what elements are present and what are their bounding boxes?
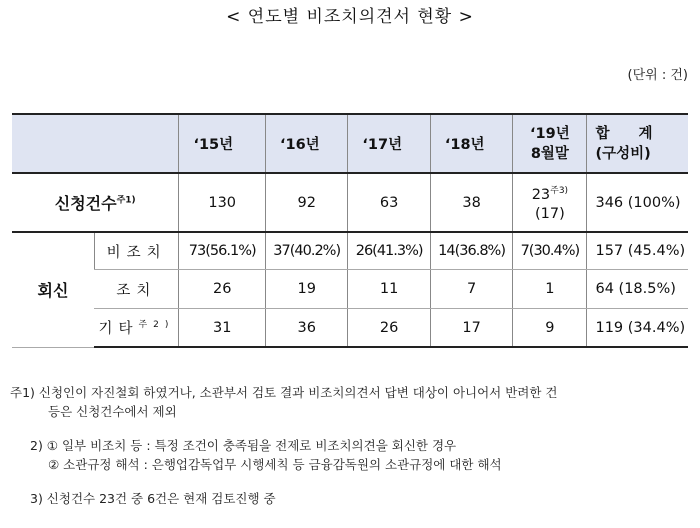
cell-apply-2017: 63 <box>348 173 430 232</box>
row-label-other-text: 기타 <box>98 321 139 337</box>
cell-action-total: 64 (18.5%) <box>587 270 688 309</box>
cell-action-2018: 7 <box>430 270 512 309</box>
table-row <box>12 309 688 348</box>
cell-other-2015: 31 <box>179 309 266 348</box>
col-header-2017: ‘17년 <box>348 114 430 173</box>
col-header-2015: ‘15년 <box>179 114 266 173</box>
cell-no-action-2018: 14(36.8%) <box>430 232 512 270</box>
cell-apply-total: 346 (100%) <box>587 173 688 232</box>
footnote-1-cont: 등은 신청건수에서 제외 <box>48 404 177 419</box>
col-header-2019-period: 8월말 <box>530 145 569 162</box>
header-row <box>12 114 688 173</box>
cell-action-2015: 26 <box>179 270 266 309</box>
cell-apply-2019-value: 23 <box>531 186 551 203</box>
footnotes <box>10 383 690 508</box>
cell-apply-2015: 130 <box>179 173 266 232</box>
cell-other-2017: 26 <box>348 309 430 348</box>
footnote-marker: 주1) <box>116 195 136 206</box>
applications-label: 신청건수 <box>54 194 117 213</box>
cell-no-action-2017: 26(41.3%) <box>348 232 430 270</box>
cell-action-2016: 19 <box>265 270 347 309</box>
col-header-2018: ‘18년 <box>430 114 512 173</box>
col-header-2016: ‘16년 <box>265 114 347 173</box>
footnote-3: 3) 신청건수 23건 중 6건은 현재 검토진행 중 <box>30 491 276 506</box>
cell-other-2019: 9 <box>513 309 587 348</box>
page-title: < 연도별 비조치의견서 현황 > <box>226 7 474 27</box>
footnote-2-cont: ② 소관규정 해석 : 은행업감독업무 시행세칙 등 금융감독원의 소관규정에 대한 해석 <box>48 457 502 472</box>
stats-table <box>12 113 688 348</box>
footnote-marker: 주2) <box>138 320 175 331</box>
row-header-applications <box>12 173 179 232</box>
col-header-2019 <box>513 114 587 173</box>
cell-no-action-2019: 7(30.4%) <box>513 232 587 270</box>
footnote-marker: 주3) <box>550 185 569 196</box>
table-row <box>12 270 688 309</box>
cell-no-action-2016: 37(40.2%) <box>265 232 347 270</box>
cell-no-action-total: 157 (45.4%) <box>587 232 688 270</box>
footnote-1: 주1) 신청인이 자진철회 하였거나, 소관부서 검토 결과 비조치의견서 답변 대상이 아니어서 반려한 건 <box>10 385 558 400</box>
cell-other-2016: 36 <box>265 309 347 348</box>
col-header-total <box>587 114 688 173</box>
col-header-total-label: 합 계 <box>595 125 653 142</box>
header-corner <box>12 114 179 173</box>
row-label-other <box>94 309 179 348</box>
cell-apply-2019-sub: (17) <box>535 206 565 223</box>
cell-apply-2016: 92 <box>265 173 347 232</box>
table-row <box>12 232 688 270</box>
unit-label: (단위 : 건) <box>627 68 688 83</box>
row-label-no-action: 비조치 <box>94 232 179 270</box>
row-label-action: 조치 <box>94 270 179 309</box>
col-header-2019-year: ‘19년 <box>530 125 570 142</box>
table-row <box>12 173 688 232</box>
row-header-replies: 회신 <box>12 232 94 347</box>
cell-apply-2019 <box>513 173 587 232</box>
cell-action-2017: 11 <box>348 270 430 309</box>
cell-other-2018: 17 <box>430 309 512 348</box>
col-header-total-ratio: (구성비) <box>595 145 651 162</box>
cell-action-2019: 1 <box>513 270 587 309</box>
footnote-2: 2) ① 일부 비조치 등 : 특정 조건이 충족됨을 전제로 비조치의견을 회신한 경우 <box>30 438 457 453</box>
cell-apply-2018: 38 <box>430 173 512 232</box>
cell-other-total: 119 (34.4%) <box>587 309 688 348</box>
cell-no-action-2015: 73(56.1%) <box>179 232 266 270</box>
